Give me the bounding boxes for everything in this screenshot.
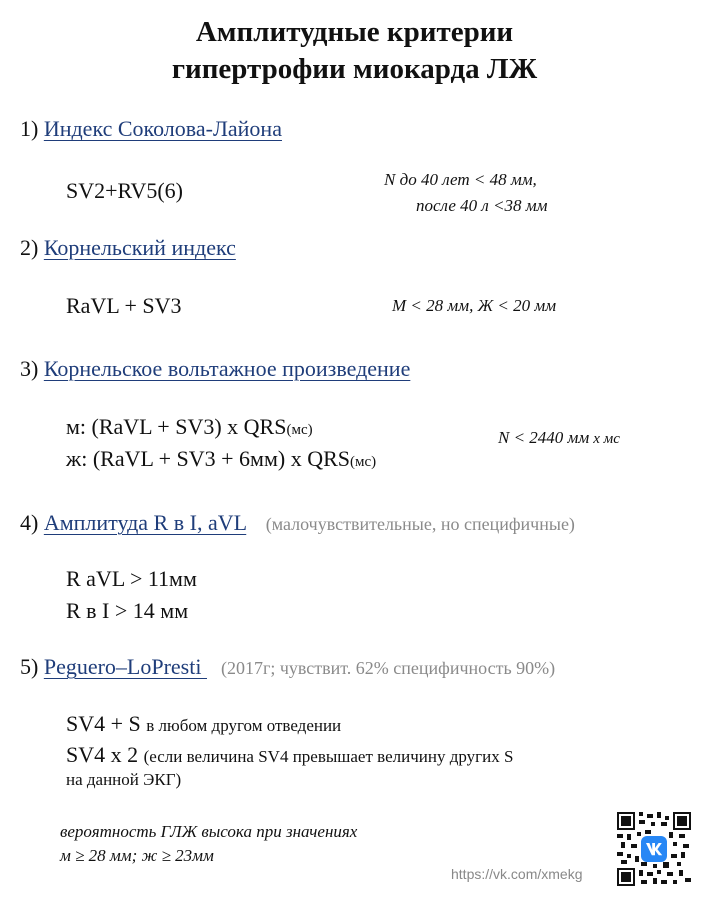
title-line-1: Амплитудные критерии [195, 16, 514, 48]
criterion-3-number: 3) [20, 356, 39, 381]
criterion-3-formula-male-text: м: (RaVL + SV3) х QRS [66, 414, 287, 439]
criterion-5-formula-1-main: SV4 + S [66, 711, 141, 736]
title-line-2: гипертрофии миокарда ЛЖ [171, 53, 538, 85]
criterion-2-formula: RaVL + SV3 [66, 293, 182, 318]
criterion-5-note: (2017г; чувствит. 62% специфичность 90%) [220, 658, 556, 678]
criterion-5-formula-1 [66, 711, 341, 737]
criterion-1-number: 1) [20, 116, 39, 141]
criterion-5-number: 5) [20, 654, 39, 679]
criterion-4-formula-1: R aVL > 11мм [66, 566, 197, 591]
criterion-1-norm-line-1: N до 40 лет < 48 мм, [384, 170, 537, 189]
criterion-5-name: Peguero–LoPresti [43, 654, 207, 679]
criterion-4-note: (малочувствительные, но специфичные) [265, 514, 575, 534]
criterion-4-formula-2: R в I > 14 мм [66, 598, 189, 623]
criterion-5-heading [20, 654, 555, 680]
criterion-1-name: Индекс Соколова-Лайона [43, 116, 282, 141]
footer-note-line-2: м ≥ 28 мм; ж ≥ 23мм [60, 846, 214, 865]
criterion-5-formula-2 [66, 742, 513, 768]
criterion-1-heading [20, 116, 282, 142]
criterion-5-formula-2-main: SV4 х 2 [66, 742, 139, 767]
criterion-3-formula-male-unit: (мс) [286, 422, 313, 438]
criterion-2-name: Корнельский индекс [43, 235, 236, 260]
criterion-3-formula-female [66, 446, 376, 472]
criterion-1-norm-line-2: после 40 л <38 мм [416, 196, 548, 215]
criterion-2-heading [20, 235, 236, 261]
criterion-2-norm: М < 28 мм, Ж < 20 мм [392, 296, 557, 315]
criterion-3-norm-text: N < 2440 мм [498, 428, 590, 447]
criterion-3-heading [20, 356, 410, 382]
criterion-4-name: Амплитуда R в I, aVL [43, 510, 247, 535]
criterion-4-number: 4) [20, 510, 39, 535]
criterion-3-formula-male [66, 414, 313, 440]
criterion-3-formula-female-text: ж: (RaVL + SV3 + 6мм) х QRS [66, 446, 350, 471]
criterion-4-heading [20, 510, 575, 536]
criterion-3-name: Корнельское вольтажное произведение [43, 356, 411, 381]
criterion-3-formula-female-unit: (мс) [350, 454, 377, 470]
criterion-5-formula-1-rest: в любом другом отведении [146, 716, 342, 735]
page-title [0, 14, 709, 88]
qr-code-icon [617, 812, 691, 886]
criterion-5-formula-2-rest-2: на данной ЭКГ) [66, 770, 182, 789]
footer-note-line-1: вероятность ГЛЖ высока при значениях [60, 822, 358, 841]
source-url[interactable]: https://vk.com/xmekg [451, 866, 583, 882]
criterion-3-norm-unit: х мс [593, 431, 620, 447]
criterion-1-formula: SV2+RV5(6) [66, 178, 183, 203]
criterion-2-number: 2) [20, 235, 39, 260]
criterion-5-formula-2-rest: (если величина SV4 превышает величину других S [143, 747, 514, 766]
criterion-3-norm [498, 428, 620, 448]
